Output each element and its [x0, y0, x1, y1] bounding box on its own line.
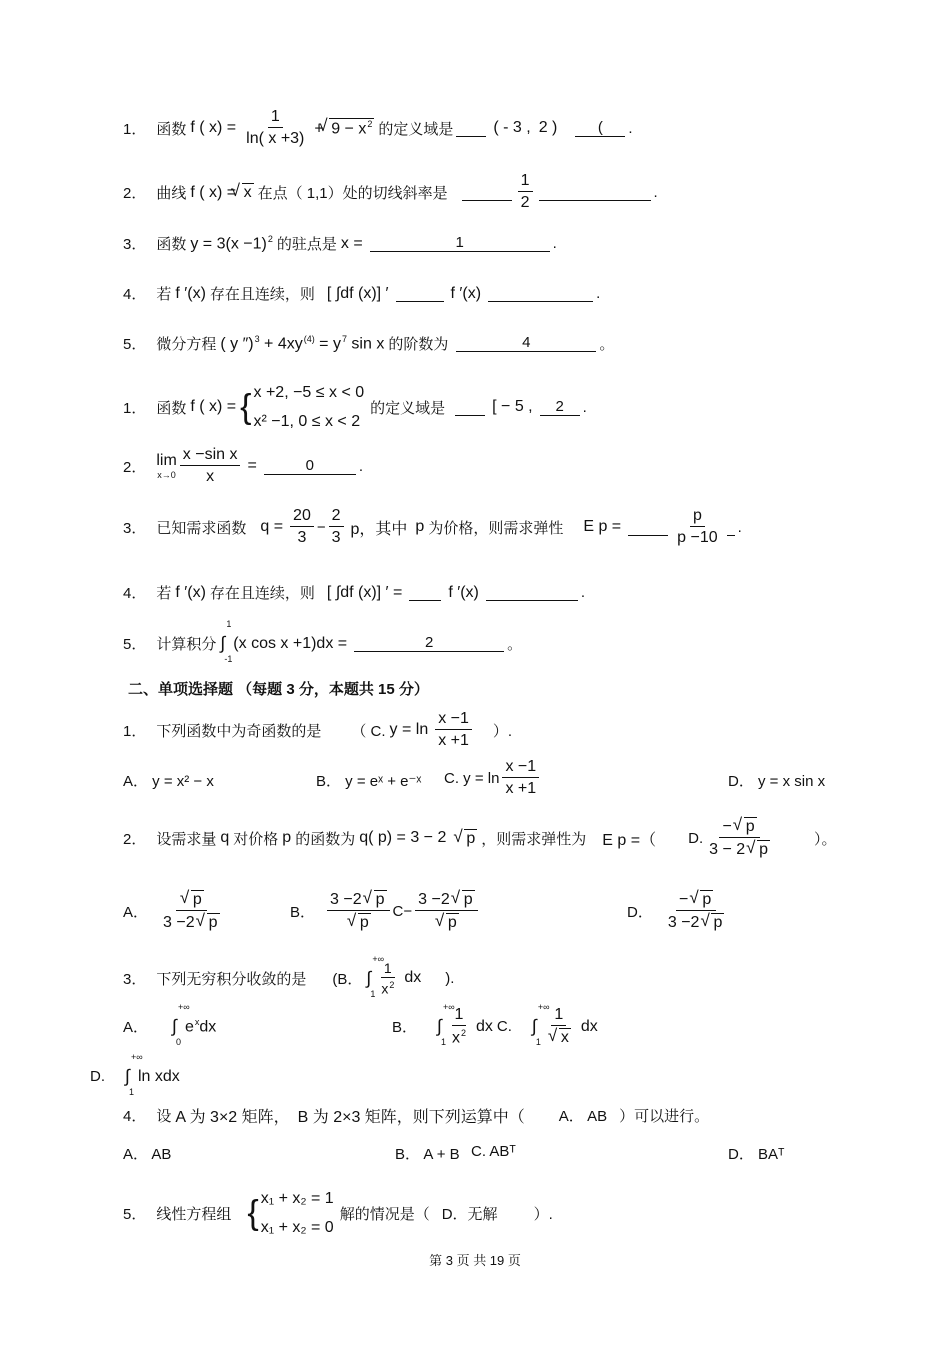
q4-option-d[interactable]: D． BAᵀ — [728, 1146, 785, 1163]
fill-item-4: 4． 若 f ′(x) 存在且连续，则 [ ∫df (x)] ′ f ′(x) . — [123, 284, 601, 303]
answer-fraction: $\frac{1}{2}$ — [518, 172, 533, 212]
q3-option-d[interactable]: D. ∫ +∞ 1 ln xdx — [90, 1052, 180, 1097]
fill-item-5: 5． 微分方程 ( y $'')^3 + 4xy^{(4)} = y^7$ sin x 的阶数为 4 。 — [123, 333, 615, 353]
choice-q2: 2． 设需求量 q 对价格 p 的函数为 q( p) = 3 − 2 √ p ，则需求弹性为 E p =（ D. $\frac{-√ p}{3 - 2√ p}$ ）。 — [123, 817, 837, 859]
choice-q3: 3． 下列无穷积分收敛的是 (B． ∫ +∞ 1 $\frac{1}{x^2}$ dx ). — [123, 953, 455, 999]
q2-option-b[interactable]: B． 3 −2√ p √ p C − 3 −2√ p √ p — [290, 890, 481, 932]
q1-option-d[interactable]: D． y = x sin x — [728, 773, 826, 790]
fill-item-3: 3． 函数 $y = 3(x -1)^2$ 的驻点是 x = 1 . — [123, 233, 557, 253]
fill2-item-1: 1． 函数 f ( x) = { x +2, −5 ≤ x < 0 x² −1, 0 ≤ x < 2 的定义域是 [ − 5 , 2 . — [123, 378, 587, 436]
fill2-item-2: 2． lim x→0 $\frac{\text{x −sin x}}{x}$ = 0 . — [123, 446, 363, 485]
q4-option-b[interactable]: B． A + B — [395, 1146, 460, 1163]
q4-option-a[interactable]: A． AB — [123, 1146, 172, 1163]
fraction: $\frac{1}{\ln( x +3)}$ — [246, 108, 305, 147]
choice-q1: 1． 下列函数中为奇函数的是 （ C. y = ln $\frac{x -1}{x +1}$ ）. — [123, 710, 513, 749]
fill2-item-5: 5． 计算积分 ∫ 1 -1 (x cos x +1)dx = 2 。 — [123, 619, 523, 664]
q1-option-c[interactable]: C. y = ln $\frac{x -1}{x +1}$ — [444, 758, 542, 798]
q3-option-a[interactable]: A． ∫ +∞ 0 $e^xdx$ — [123, 1002, 217, 1047]
fill-item-1: 1． 函数 f ( x) = $\frac{1}{\ln( x +3)}$ + √ $9 - x^2$ 的定义域是 ( - 3 , 2 ) ( . — [123, 108, 633, 148]
formula: f ( x) = — [190, 119, 237, 136]
integral-sign: ∫ 1 -1 — [220, 619, 233, 664]
section-heading: 二、单项选择题 （每题 3 分，本题共 15 分） — [128, 681, 429, 698]
fill-item-2: 2． 曲线 f ( x) = √ x 在点（ 1,1）处的切线斜率是 $\frac{1}{2}$ . — [123, 172, 658, 212]
choice-q4: 4． 设 A 为 3×2 矩阵， B 为 2×3 矩阵，则下列运算中（ A． AB ）可以进行。 — [123, 1108, 710, 1126]
fill2-item-3: 3． 已知需求函数 q = $\frac{20}{3}$ − $\frac{2}{3}$ p，其中 p 为价格，则需求弹性 E p = $\frac{p}{p -10}$ . — [123, 507, 742, 546]
q4-option-c[interactable]: C. ABᵀ — [471, 1143, 516, 1160]
fill2-item-4: 4． 若 f ′(x) 存在且连续，则 [ ∫df (x)] ′ = f ′(x) . — [123, 583, 586, 602]
q2-option-a[interactable]: A． √ $\frac{p}{3 -2√ p}$ — [123, 890, 226, 932]
equation-system: x₁ + x₂ = 1 x₁ + x₂ = 0 — [260, 1190, 334, 1236]
piecewise-cases: x +2, −5 ≤ x < 0 x² −1, 0 ≤ x < 2 — [253, 384, 365, 430]
q2-option-d[interactable]: D． $\frac{-√ p}{3 -2√ p}$ — [627, 890, 730, 932]
page-footer: 第 3 页 共 19 页 — [429, 1253, 521, 1268]
q1-option-b[interactable]: B． y = eˣ + e⁻ˣ — [316, 773, 422, 790]
q3-option-b[interactable]: B． ∫ +∞ 1 $\frac{1}{x^2}$ dx C. ∫ +∞ 1 1 √ x dx — [392, 1006, 602, 1047]
choice-q5: 5． 线性方程组 { x₁ + x₂ = 1 x₁ + x₂ = 0 解的情况是（ D．无解 ）. — [123, 1184, 553, 1242]
q1-option-a[interactable]: A． y = x² − x — [123, 773, 214, 790]
